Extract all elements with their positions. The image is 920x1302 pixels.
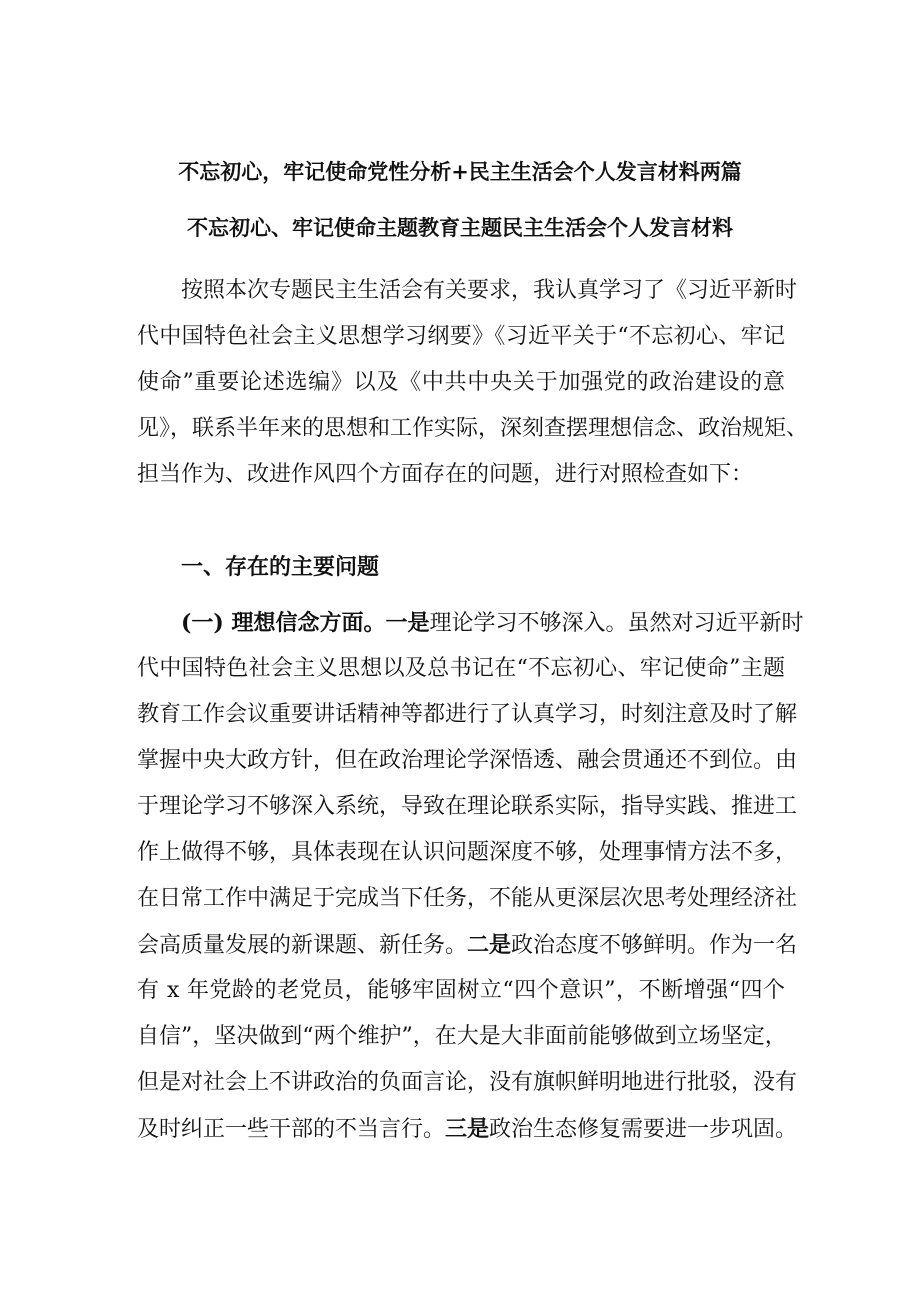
paragraph-text: 及时纠正一些干部的不当言行。 (137, 1117, 446, 1142)
paragraph-line: 于理论学习不够深入系统，导致在理论联系实际，指导实践、推进工 (137, 794, 798, 819)
paragraph-line: 代中国特色社会主义思想以及总书记在“不忘初心、牢记使命”主题 (137, 656, 785, 681)
paragraph-line (137, 1106, 798, 1152)
subsection-label: (一) 理想信念方面。 (181, 610, 386, 636)
paragraph-line: 掌握中央大政方针，但在政治理论学深悟透、融会贯通还不到位。由 (137, 748, 798, 773)
intro-paragraph (137, 268, 809, 498)
intro-line: 见》，联系半年来的思想和工作实际，深刻查摆理想信念、政治规矩、 (137, 416, 809, 441)
paragraph-text: 会高质量发展的新课题、新任务。 (137, 933, 468, 958)
section-heading: 一、存在的主要问题 (181, 554, 380, 580)
document-subtitle: 不忘初心、牢记使命主题教育主题民主生活会个人发言材料 (187, 215, 733, 240)
intro-line: 使命”重要论述选编》以及《中共中央关于加强党的政治建设的意 (137, 370, 785, 395)
paragraph-text: 政治生态修复需要进一步巩固。 (489, 1117, 798, 1142)
point-marker: 二是 (467, 932, 512, 958)
paragraph-text: 理论学习不够深入。虽然对习近平新时 (429, 611, 804, 636)
intro-line: 代中国特色社会主义思想学习纲要》《习近平关于“不忘初心、牢记 (137, 324, 785, 349)
paragraph-line: 有 x 年党龄的老党员，能够牢固树立“四个意识”，不断增强“四个 (137, 978, 785, 1003)
intro-line: 按照本次专题民主生活会有关要求，我认真学习了《习近平新时 (181, 278, 798, 303)
section1-first-line (137, 600, 804, 646)
document-title: 不忘初心，牢记使命党性分析+民主生活会个人发言材料两篇 (178, 159, 742, 184)
paragraph-line: 自信”，坚决做到“两个维护”，在大是大非面前能够做到立场坚定， (137, 1024, 787, 1049)
point-marker: 一是 (385, 610, 430, 636)
paragraph-line: 在日常工作中满足于完成当下任务，不能从更深层次思考处理经济社 (137, 886, 798, 911)
section1-paragraph (137, 600, 804, 1152)
point-marker: 三是 (445, 1116, 490, 1142)
paragraph-line: 教育工作会议重要讲话精神等都进行了认真学习，时刻注意及时了解 (137, 702, 798, 727)
paragraph-line: 但是对社会上不讲政治的负面言论，没有旗帜鲜明地进行批驳，没有 (137, 1070, 798, 1095)
paragraph-line: 作上做得不够，具体表现在认识问题深度不够，处理事情方法不多， (137, 840, 798, 865)
paragraph-line (137, 922, 798, 968)
intro-line: 担当作为、改进作风四个方面存在的问题，进行对照检查如下： (137, 462, 754, 487)
paragraph-text: 政治态度不够鲜明。作为一名 (511, 933, 798, 958)
